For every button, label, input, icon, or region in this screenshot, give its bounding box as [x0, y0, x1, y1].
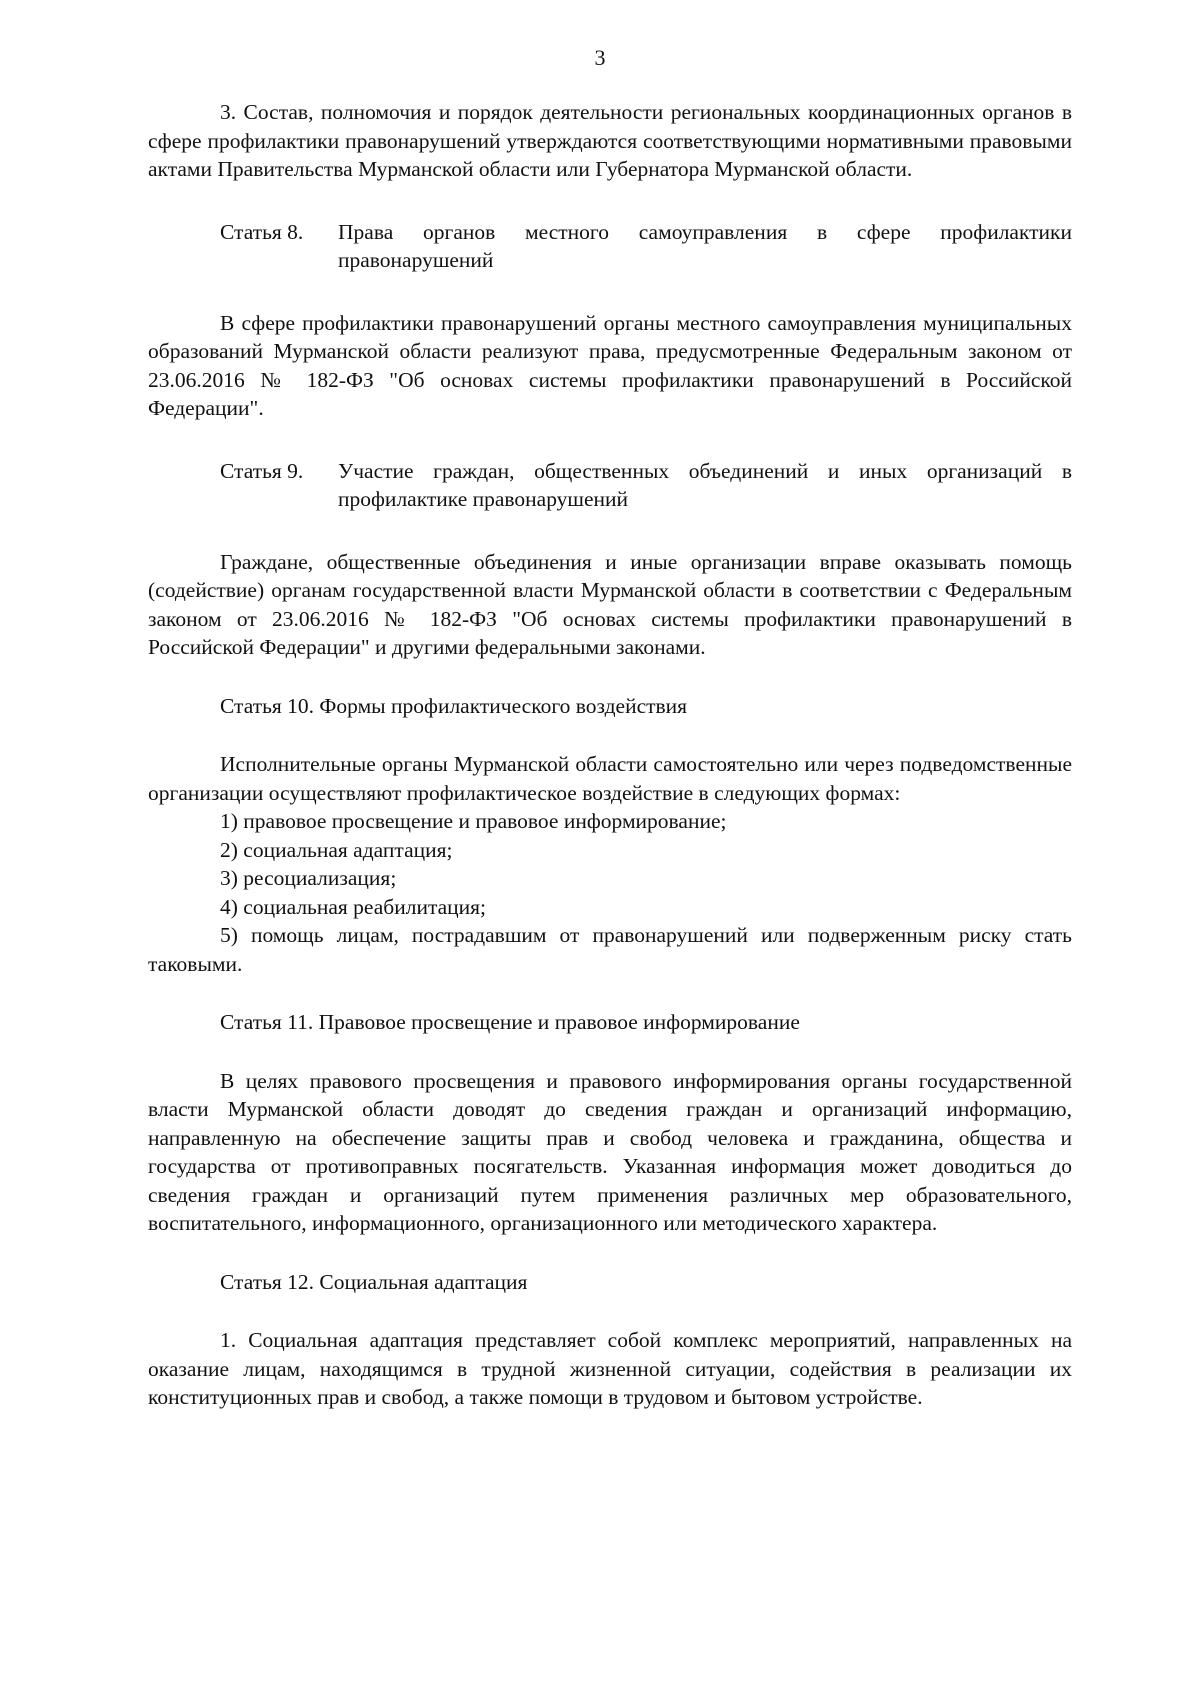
paragraph-citizen-participation: Граждане, общественные объединения и иные организации вправе оказывать помощь (содействие) органам государственной власти Мурманской области в соответствии с Федеральным законом от 23.06.2016 № 182-ФЗ "Об основах системы профилактики правонарушений в Российской Федерации" и другими федеральными законами.: [148, 549, 1072, 659]
article-8-heading: [220, 218, 1072, 275]
article-9-title: Участие граждан, общественных объединений и иных организаций в профилактике правонарушений: [338, 458, 1072, 511]
list-item: 4) социальная реабилитация;: [220, 894, 487, 919]
article-10-heading: Статья 10. Формы профилактического воздействия: [220, 693, 688, 718]
list-item: 5) помощь лицам, пострадавшим от правонарушений или подверженным риску стать таковыми.: [148, 923, 1072, 976]
article-8-number: Статья 8.: [220, 219, 304, 244]
paragraph-coordination-bodies: 3. Состав, полномочия и порядок деятельности региональных координационных органов в сфере профилактики правонарушений утверждаются соответствующими нормативными правовыми актами Правительства Мурманской области или Губернатора Мурманской области.: [148, 100, 1072, 181]
paragraph-legal-education: В целях правового просвещения и правового информирования органы государственной власти Мурманской области доводят до сведения граждан и организаций информацию, направленную на обеспечение защиты прав и свобод человека и гражданина, общества и государства от противоправных посягательств. Указанная информация может доводиться до сведения граждан и организаций путем применения различных мер образовательного, воспитательного, информационного, организационного или методического характера.: [148, 1068, 1072, 1235]
paragraph-social-adaptation: 1. Социальная адаптация представляет собой комплекс мероприятий, направленных на оказание лицам, находящимся в трудной жизненной ситуации, содействия в реализации их конституционных прав и свобод, а также помощи в трудовом и бытовом устройстве.: [148, 1328, 1072, 1409]
paragraph-local-government-rights: В сфере профилактики правонарушений органы местного самоуправления муниципальных образований Мурманской области реализуют права, предусмотренные Федеральным законом от 23.06.2016 № 182-ФЗ "Об основах системы профилактики правонарушений в Российской Федерации".: [148, 310, 1072, 420]
article-9-number: Статья 9.: [220, 458, 304, 483]
list-item: 1) правовое просвещение и правовое информирование;: [220, 809, 727, 833]
page-number: 3: [594, 45, 606, 70]
document-body: [148, 98, 1072, 1412]
list-item: 2) социальная адаптация;: [220, 837, 453, 862]
article-12-heading: Статья 12. Социальная адаптация: [220, 1269, 528, 1294]
article-9-heading: [220, 457, 1072, 514]
paragraph-forms-intro: Исполнительные органы Мурманской области самостоятельно или через подведомственные организации осуществляют профилактическое воздействие в следующих формах:: [148, 752, 1072, 805]
list-item: 3) ресоциализация;: [220, 866, 397, 890]
article-8-title: Права органов местного самоуправления в сфере профилактики правонарушений: [338, 219, 1072, 272]
article-11-heading: Статья 11. Правовое просвещение и правовое информирование: [220, 1010, 800, 1034]
